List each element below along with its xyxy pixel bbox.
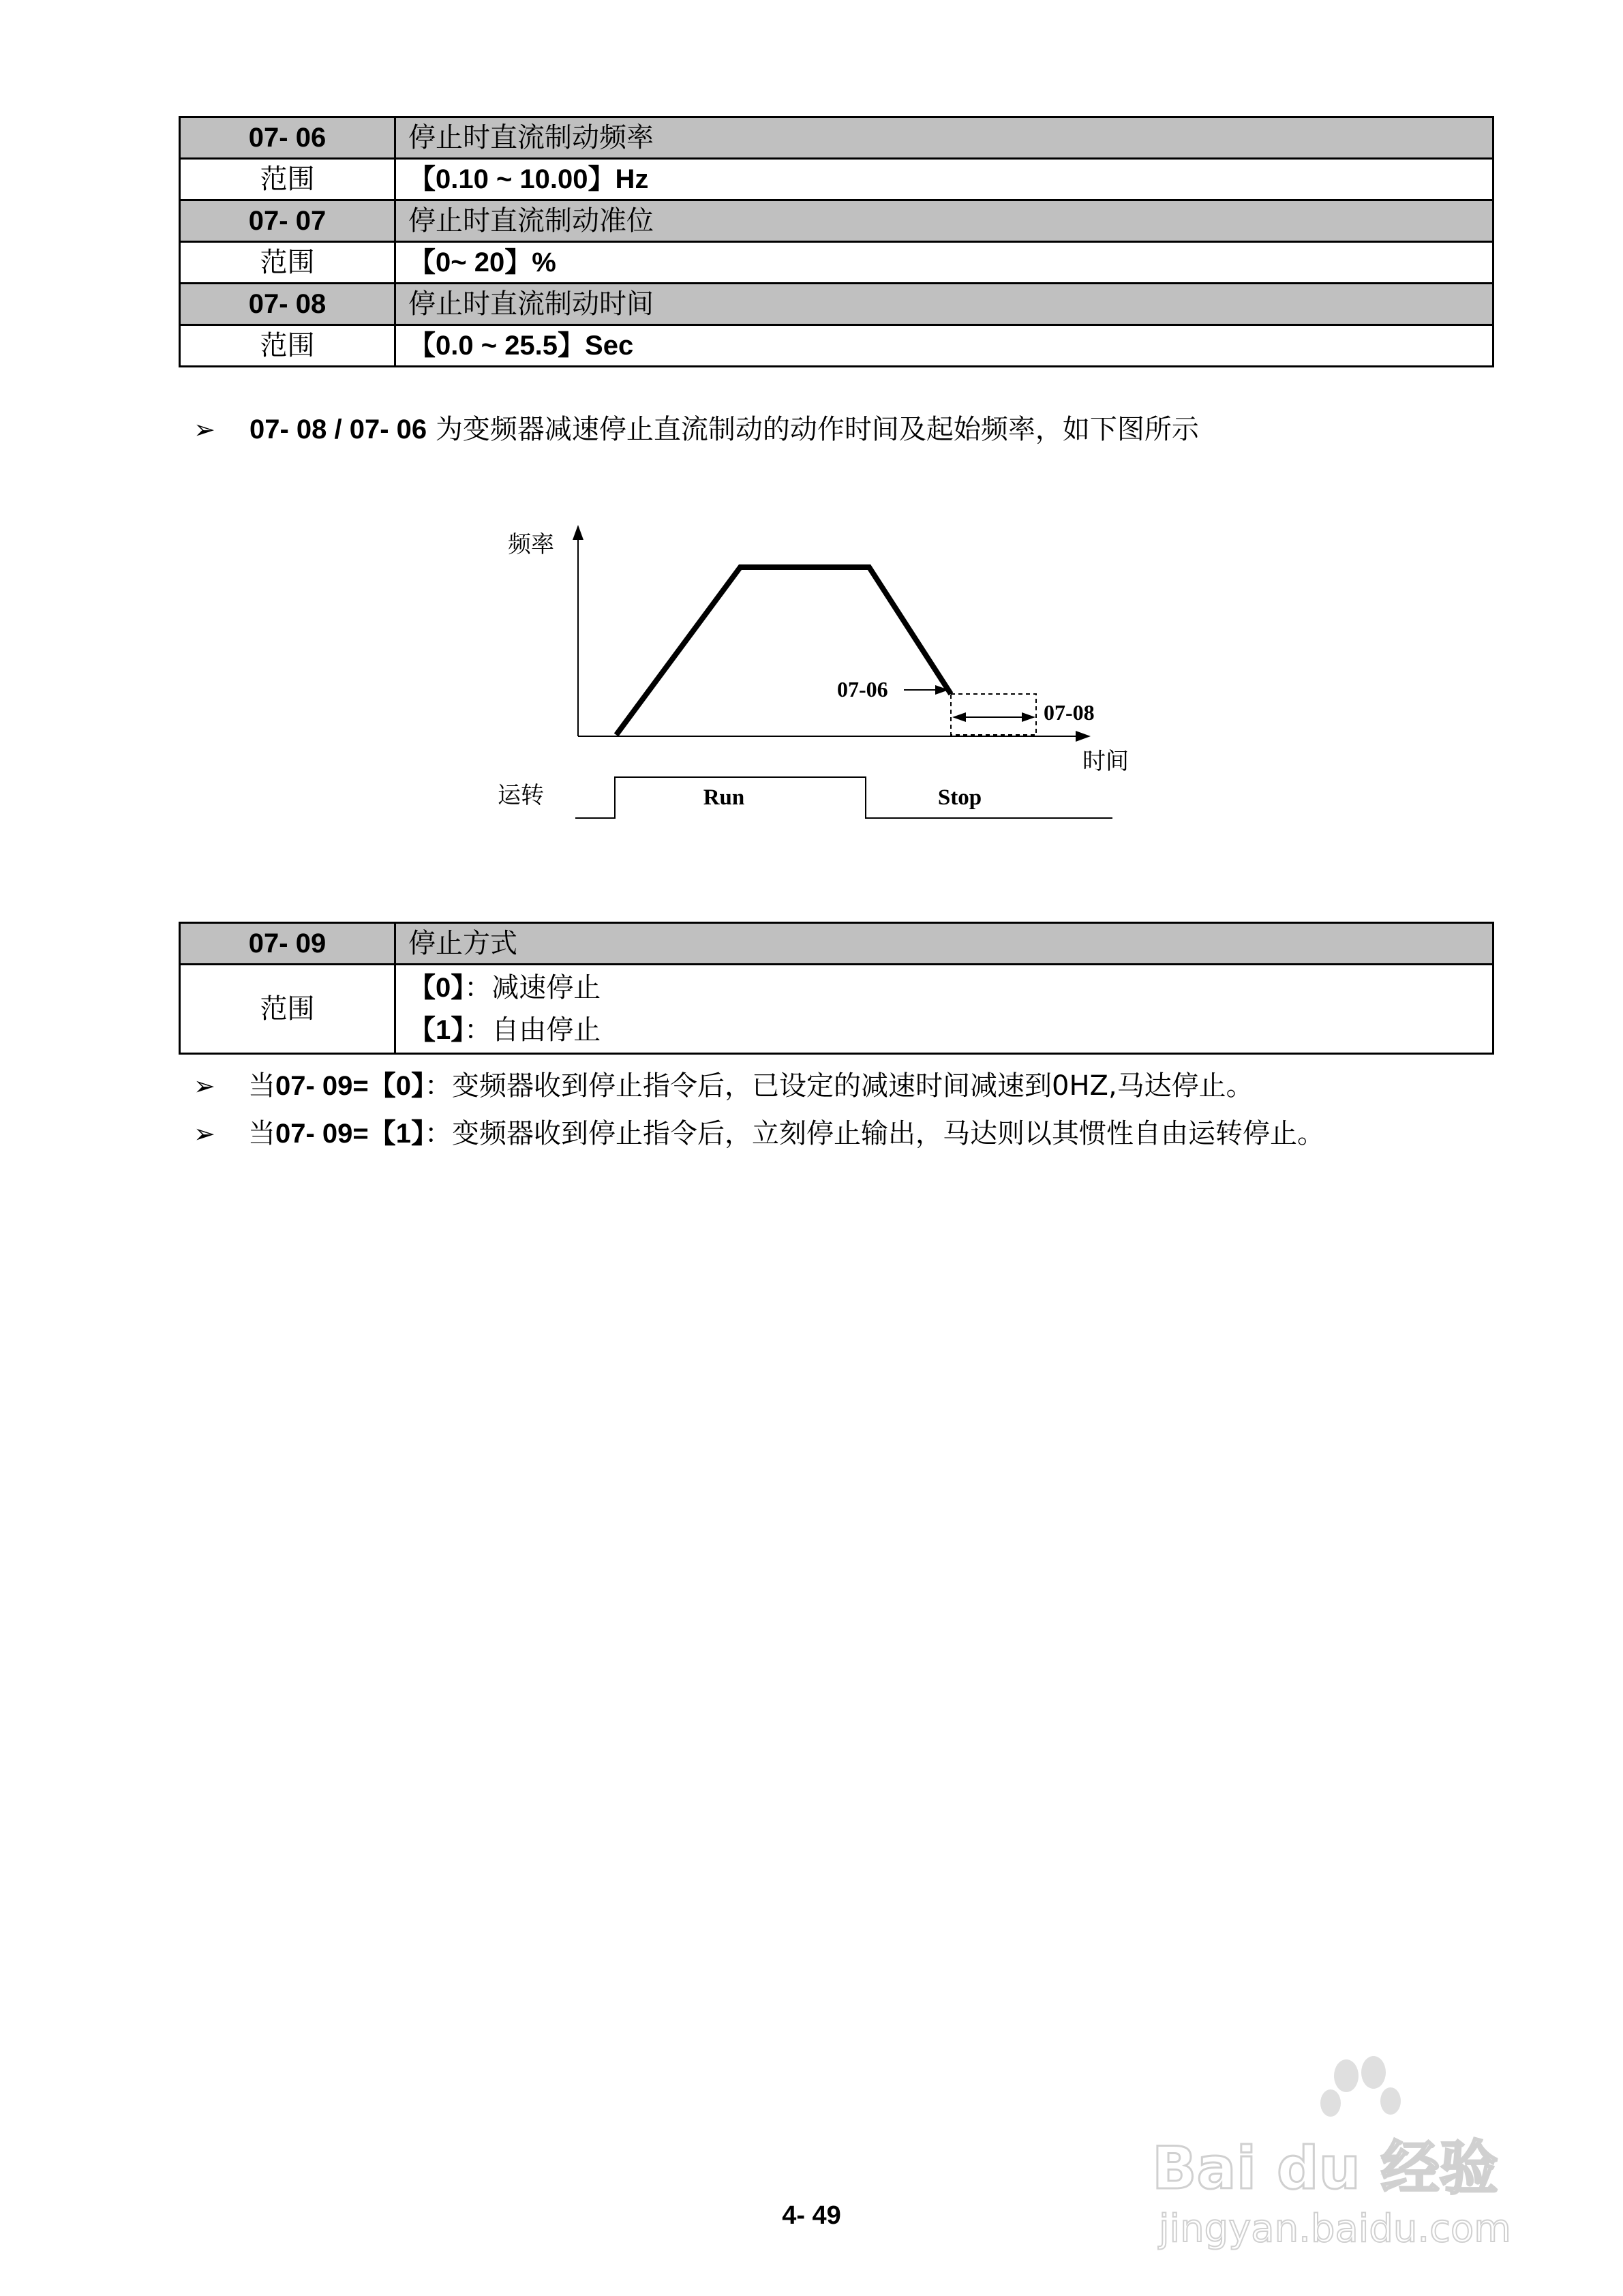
range-value: 【0.0 ~ 25.5】Sec: [395, 325, 1493, 367]
label-07-08: 07-08: [1044, 700, 1095, 725]
note-prefix: 当: [248, 1118, 275, 1149]
note-text: [248, 1069, 1254, 1103]
range-option: [408, 1009, 1480, 1051]
option-key: 【0】: [408, 973, 465, 1003]
param-code: 07- 08: [180, 284, 395, 325]
y-axis-arrow-icon: [573, 525, 583, 540]
range-value: 【0.10 ~ 10.00】Hz: [395, 159, 1493, 200]
note-bold: 07- 09=【1】: [275, 1119, 425, 1149]
run-signal-label: 运转: [498, 782, 544, 809]
bullet-arrow-icon: ➢: [194, 414, 215, 444]
bullet-arrow-icon: ➢: [194, 1119, 215, 1149]
range-options: [395, 965, 1493, 1054]
param-row-07-07: [180, 200, 1493, 242]
range-label: 范围: [180, 965, 395, 1054]
x-axis-arrow-icon: [1076, 731, 1091, 742]
param-description: 停止时直流制动准位: [395, 200, 1493, 242]
param-code: 07- 09: [180, 923, 395, 965]
param-row-07-08: [180, 284, 1493, 325]
x-axis-label: 时间: [1082, 748, 1129, 775]
option-key: 【1】: [408, 1015, 465, 1045]
range-value: 【0~ 20】%: [395, 242, 1493, 284]
run-signal-waveform: [575, 777, 1112, 818]
param-description: 停止方式: [395, 923, 1493, 965]
param-code: 07- 06: [180, 117, 395, 159]
param-row-07-06: [180, 117, 1493, 159]
run-label: Run: [703, 785, 745, 810]
y-axis-label: 频率: [508, 531, 554, 558]
page-number: 4- 49: [782, 2201, 841, 2230]
param-code: 07- 07: [180, 200, 395, 242]
param-range-row: [180, 159, 1493, 200]
stop-label: Stop: [937, 785, 982, 810]
arrow-07-08-right-head-icon: [1022, 712, 1035, 722]
param-range-row: [180, 965, 1493, 1054]
param-range-row: [180, 325, 1493, 367]
param-range-row: [180, 242, 1493, 284]
option-text: ：自由停止: [464, 1014, 601, 1046]
param-table-07-09: [179, 922, 1494, 1055]
bullet-bold-codes: 07- 08 / 07- 06: [249, 414, 427, 444]
label-07-06: 07-06: [837, 677, 888, 701]
param-description: 停止时直流制动时间: [395, 284, 1493, 325]
note-text: [248, 1117, 1324, 1151]
param-description: 停止时直流制动频率: [395, 117, 1493, 159]
note-body: ：变频器收到停止指令后，已设定的减速时间减速到0HZ,马达停止。: [425, 1070, 1254, 1102]
note-bold: 07- 09=【0】: [275, 1071, 425, 1101]
watermark-url: jingyan.baidu.com: [1159, 2207, 1511, 2251]
dc-brake-timing-diagram: [491, 518, 1159, 845]
param-table-07-06-to-07-08: [179, 116, 1494, 367]
bullet-description: 为变频器减速停止直流制动的动作时间及起始频率，如下图所示: [427, 414, 1199, 445]
range-label: 范围: [180, 242, 395, 284]
note-prefix: 当: [248, 1070, 275, 1102]
option-text: ：减速停止: [464, 972, 601, 1003]
bullet-arrow-icon: ➢: [194, 1071, 215, 1101]
param-row-07-09: [180, 923, 1493, 965]
frequency-profile-line: [616, 567, 951, 735]
paw-logo-icon: [1320, 2056, 1401, 2117]
range-label: 范围: [180, 159, 395, 200]
range-label: 范围: [180, 325, 395, 367]
watermark-brand: Bai du 经验: [1152, 2134, 1498, 2203]
bullet-text: [249, 412, 1199, 447]
arrow-07-08-left-head-icon: [952, 712, 966, 722]
range-option: [408, 967, 1480, 1009]
note-body: ：变频器收到停止指令后，立刻停止输出，马达则以其惯性自由运转停止。: [425, 1118, 1325, 1149]
